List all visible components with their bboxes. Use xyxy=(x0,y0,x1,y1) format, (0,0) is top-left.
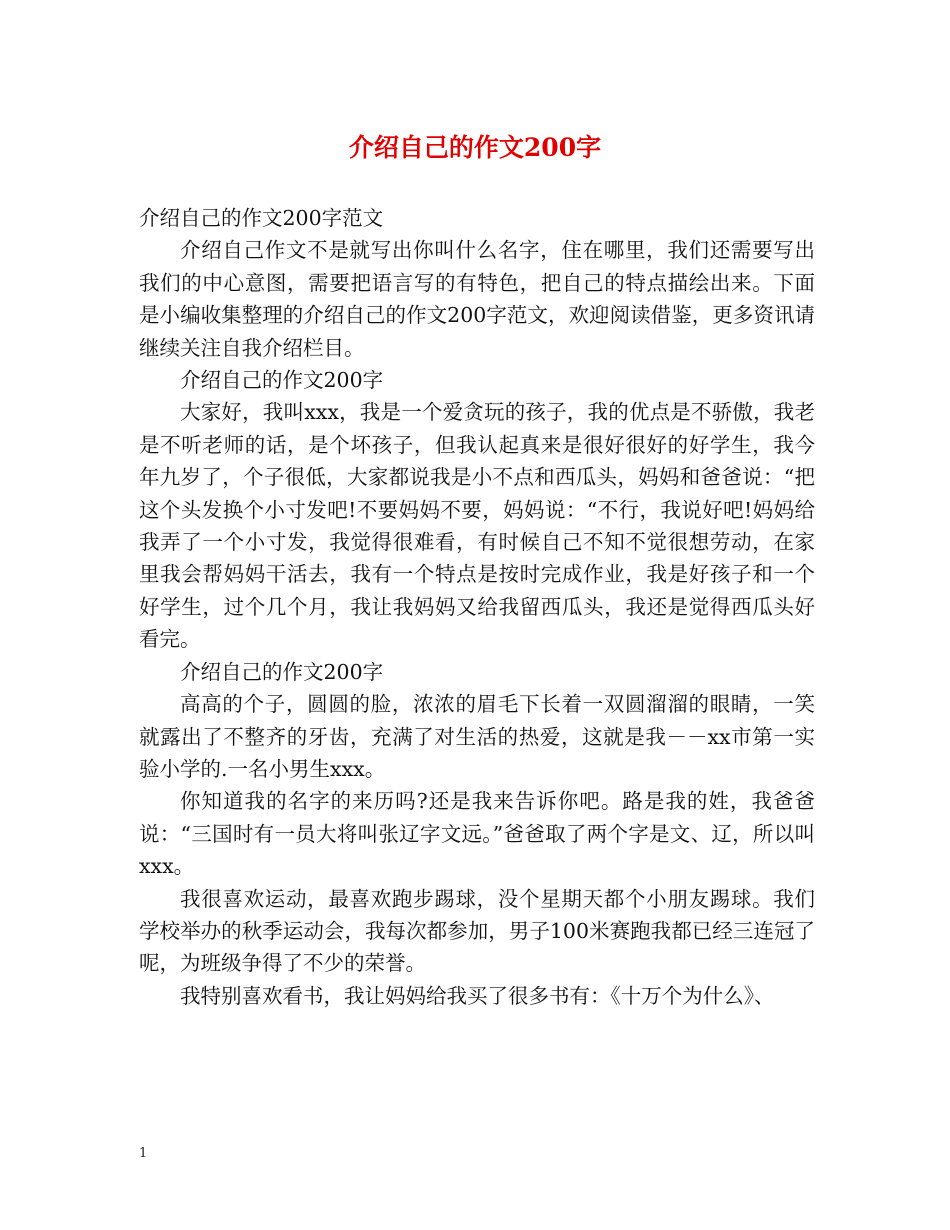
paragraph: 介绍自己作文不是就写出你叫什么名字，住在哪里，我们还需要写出我们的中心意图，需要把语言写的有特色，把自己的特点描绘出来。下面是小编收集整理的介绍自己的作文200字范文，欢迎阅读借鉴，更多资讯请继续关注自我介绍栏目。 xyxy=(139,238,815,360)
paragraph: 大家好，我叫xxx，我是一个爱贪玩的孩子，我的优点是不骄傲，我老是不听老师的话，是个坏孩子，但我认起真来是很好很好的好学生，我今年九岁了，个子很低，大家都说我是小不点和西瓜头，妈妈和爸爸说：“把这个头发换个小寸发吧!不要妈妈不要，妈妈说：“不行，我说好吧!妈妈给我弄了一个小寸发，我觉得很难看，有时候自己不知不觉很想劳动，在家里我会帮妈妈干活去，我有一个特点是按时完成作业，我是好孩子和一个好学生，过个几个月，我让我妈妈又给我留西瓜头，我还是觉得西瓜头好看完。 xyxy=(139,400,815,652)
paragraph: 高高的个子，圆圆的脸，浓浓的眉毛下长着一双圆溜溜的眼睛，一笑就露出了不整齐的牙齿，充满了对生活的热爱，这就是我－－xx市第一实验小学的.一名小男生xxx。 xyxy=(139,692,815,781)
paragraph: 介绍自己的作文200字范文 xyxy=(139,206,384,230)
paragraph: 你知道我的名字的来历吗?还是我来告诉你吧。路是我的姓，我爸爸说：“三国时有一员大将叫张辽字文远。”爸爸取了两个字是文、辽，所以叫xxx。 xyxy=(139,789,815,879)
section-heading: 介绍自己的作文200字 xyxy=(180,368,384,393)
document-body xyxy=(139,202,815,1012)
document-title: 介绍自己的作文200字 xyxy=(348,133,602,162)
page-number: 1 xyxy=(139,1146,148,1161)
paragraph: 我很喜欢运动，最喜欢跑步踢球，没个星期天都个小朋友踢球。我们学校举办的秋季运动会，我每次都参加，男子100米赛跑我都已经三连冠了呢，为班级争得了不少的荣誉。 xyxy=(139,886,815,976)
section-heading: 介绍自己的作文200字 xyxy=(180,659,384,684)
paragraph: 我特别喜欢看书，我让妈妈给我买了很多书有：《十万个为什么》、 xyxy=(180,983,775,1008)
